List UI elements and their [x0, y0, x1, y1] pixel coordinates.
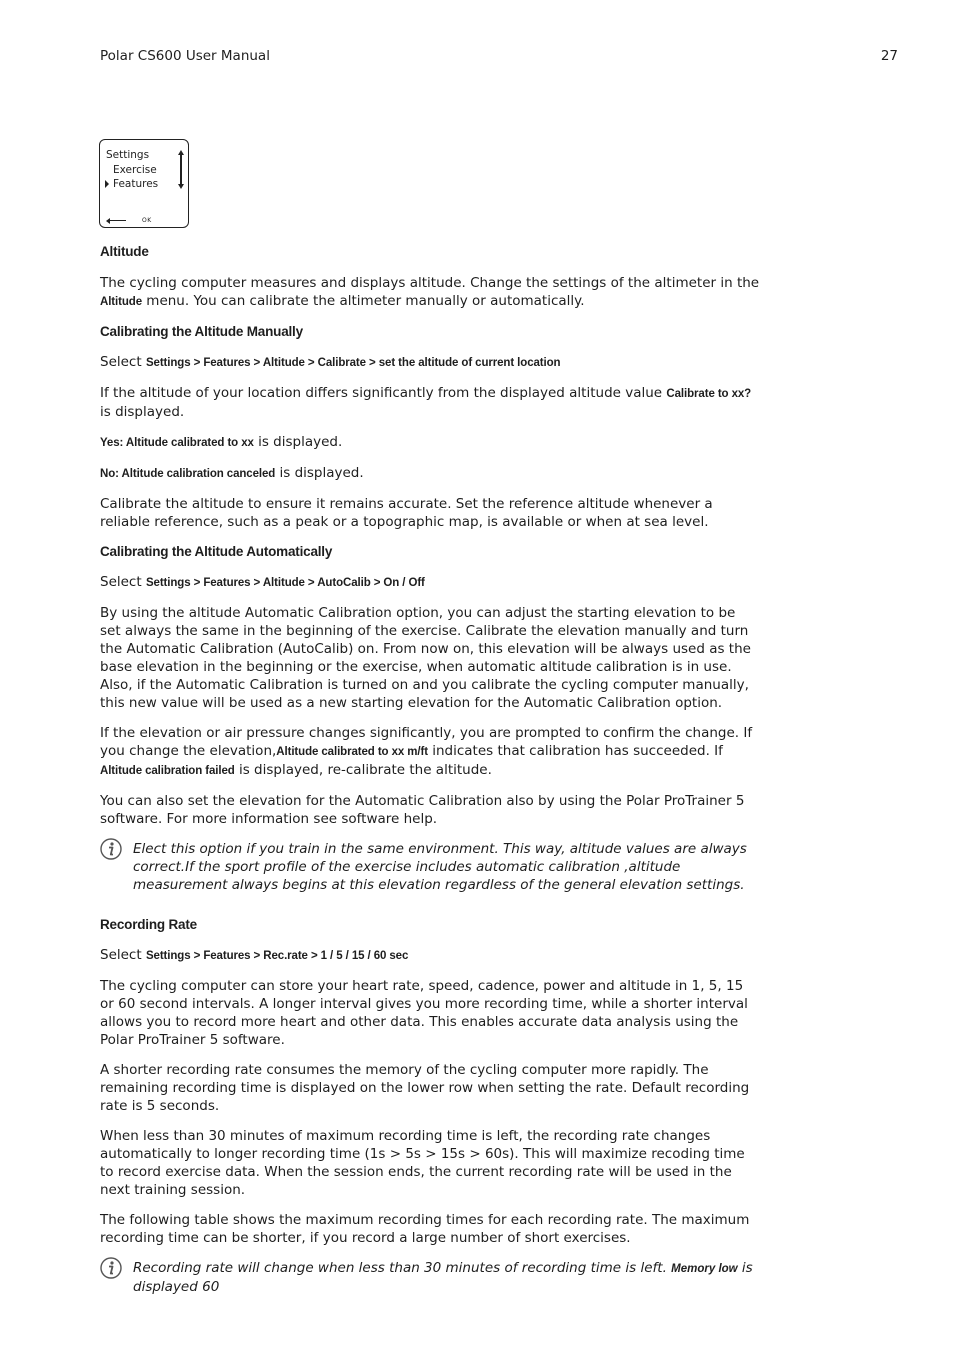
- device-screen-illustration: [99, 139, 189, 228]
- heading-altitude: Altitude: [100, 244, 149, 259]
- manual-select-path: Select Settings > Features > Altitude > Calibrate > set the altitude of current location: [100, 354, 561, 370]
- info-icon: [100, 838, 122, 860]
- manual-yes-option: Yes: Altitude calibrated to xx is displayed.: [100, 434, 343, 450]
- ok-label: OK: [142, 217, 152, 224]
- manual-paragraph-2: Calibrate the altitude to ensure it remains accurate. Set the reference altitude whenever a reliable reference, such as a peak or a topographic map, is available or when at sea level.: [100, 496, 713, 530]
- main-content: [100, 243, 760, 1308]
- menu-name: Altitude: [100, 296, 142, 308]
- heading-calibrating-manually: Calibrating the Altitude Manually: [100, 324, 303, 339]
- info-icon: [100, 1257, 122, 1279]
- back-arrow-icon: [106, 218, 126, 224]
- heading-recording-rate: Recording Rate: [100, 917, 197, 932]
- auto-select-path: Select Settings > Features > Altitude > AutoCalib > On / Off: [100, 574, 425, 590]
- recording-paragraph-3: When less than 30 minutes of maximum recording time is left, the recording rate changes automatically to longer recording time (1s > 5s > 15s > 60s). This will maximize recoding time to record exercise data. When the session ends, the current recording rate will be used in the next training session.: [100, 1128, 745, 1198]
- recording-paragraph-1: The cycling computer can store your heart rate, speed, cadence, power and altitude in 1, 5, 15 or 60 second intervals. A longer interval gives you more recording time, while a shorter interval allows you to record more heart and other data. This enables accurate data analysis using the Polar ProTrainer 5 software.: [100, 978, 748, 1048]
- info-note-recording: Recording rate will change when less than 30 minutes of recording time is left. Memory low is displayed 60: [100, 1259, 760, 1296]
- auto-paragraph-2: If the elevation or air pressure changes significantly, you are prompted to confirm the change. If you change the elevation,Altitude calibrated to xx m/ft indicates that calibration has succeeded. If Altitude calibration failed is displayed, re-calibrate the altitude.: [100, 725, 753, 778]
- info-note-altitude: Elect this option if you train in the same environment. This way, altitude values are always correct.If the sport profile of the exercise includes automatic calibration ,altitude measurement always begins at this elevation regardless of the general elevation settings.: [100, 840, 760, 894]
- manual-paragraph-1: If the altitude of your location differs significantly from the displayed altitude value Calibrate to xx? is displayed.: [100, 385, 752, 420]
- page-number: 27: [880, 48, 898, 64]
- recording-paragraph-2: A shorter recording rate consumes the memory of the cycling computer more rapidly. The remaining recording time is displayed on the lower row when setting the rate. Default recording rate is 5 seconds.: [100, 1062, 750, 1114]
- screen-line-features: Features: [113, 178, 159, 190]
- recording-paragraph-4: The following table shows the maximum recording times for each recording rate. The maximum recording time can be shorter, if you record a large number of short exercises.: [100, 1212, 750, 1246]
- heading-calibrating-automatically: Calibrating the Altitude Automatically: [100, 544, 333, 559]
- auto-paragraph-1: By using the altitude Automatic Calibration option, you can adjust the starting elevation to be set always the same in the beginning of the exercise. Calibrate the elevation manually and turn the Automatic Calibration (AutoCalib) on. From now on, this elevation will be always used as the base elevation in the beginning or the exercise, when automatic altitude calibration is in use. Also, if the Automatic Calibration is turned on and you calibrate the cycling computer manually, this new value will be used as a new starting elevation for the Automatic Calibration option.: [100, 605, 751, 711]
- manual-no-option: No: Altitude calibration canceled is displayed.: [100, 465, 364, 481]
- screen-line-exercise: Exercise: [113, 164, 157, 176]
- altitude-intro: The cycling computer measures and displays altitude. Change the settings of the altimeter in the Altitude menu. You can calibrate the altimeter manually or automatically.: [100, 275, 760, 309]
- screen-line-settings: Settings: [106, 149, 150, 161]
- auto-paragraph-3: You can also set the elevation for the Automatic Calibration also by using the Polar ProTrainer 5 software. For more information see software help.: [100, 793, 745, 827]
- scroll-arrows-icon: [178, 150, 184, 189]
- recording-select-path: Select Settings > Features > Rec.rate > 1 / 5 / 15 / 60 sec: [100, 947, 409, 963]
- selection-triangle-icon: [105, 180, 109, 188]
- document-title: Polar CS600 User Manual: [100, 48, 270, 64]
